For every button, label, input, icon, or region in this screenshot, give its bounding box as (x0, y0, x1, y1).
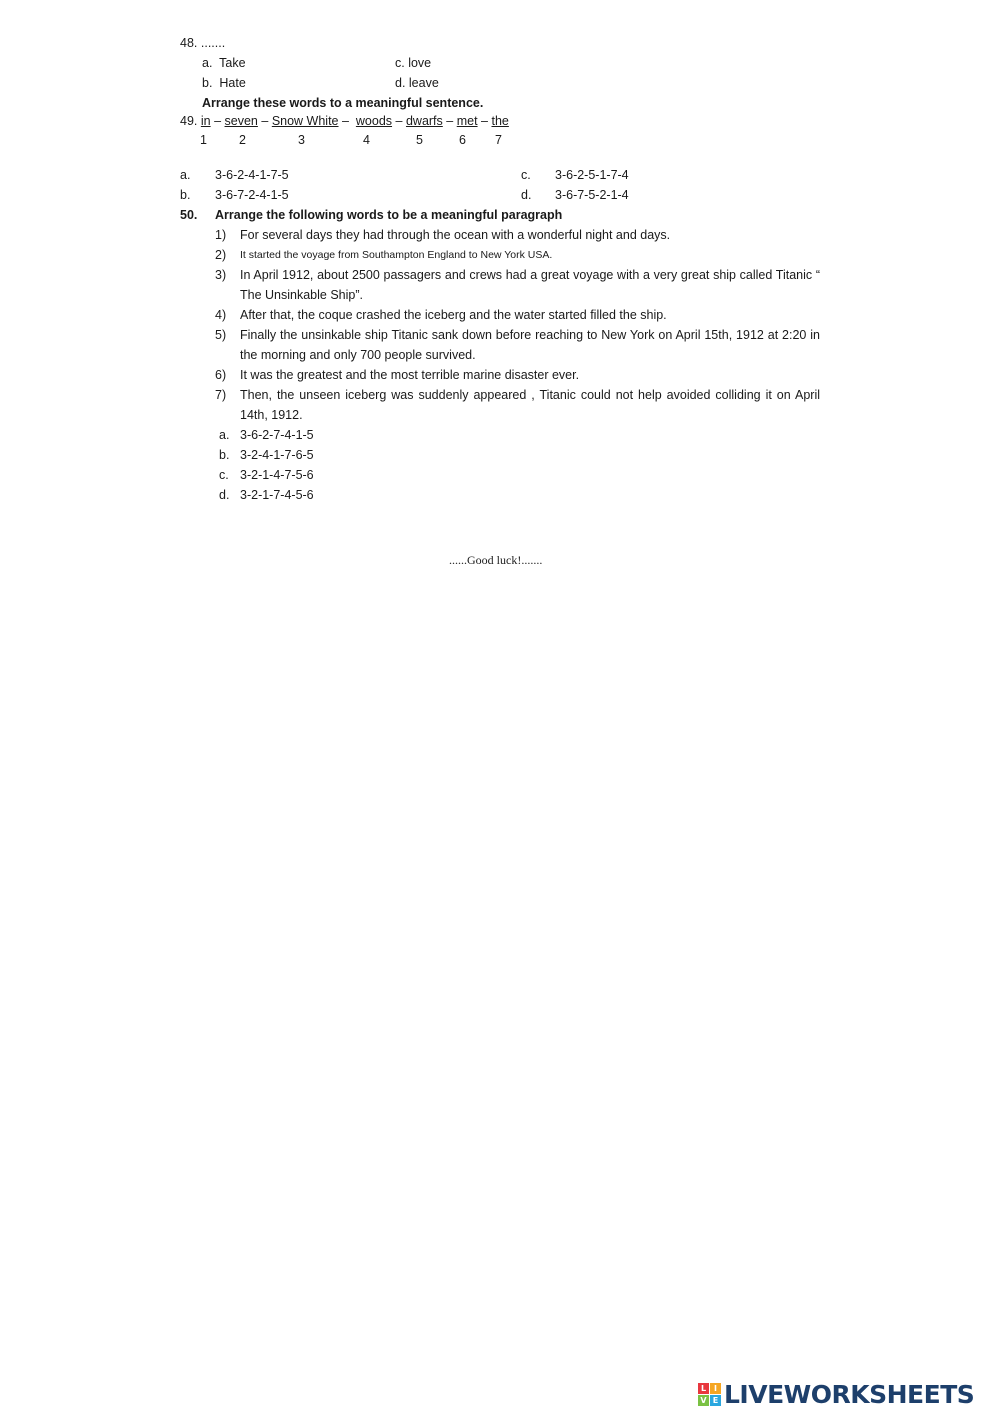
sentence-number: 1) (215, 228, 227, 242)
separator: – (446, 114, 454, 128)
option-letter: a. (202, 56, 213, 70)
word-5: dwarfs (405, 114, 443, 128)
option-letter: d. (521, 188, 532, 202)
separator: – (342, 114, 349, 128)
logo-tile: I (710, 1383, 721, 1394)
question-number: 49. (180, 114, 198, 128)
liveworksheets-logo (698, 1378, 974, 1410)
option-letter: a. (180, 168, 191, 182)
index-2: 2 (239, 133, 246, 147)
word-4: woods (355, 114, 393, 128)
word-6: met (456, 114, 478, 128)
sentence-number: 3) (215, 268, 227, 282)
index-5: 5 (416, 133, 423, 147)
word-1: in (200, 114, 211, 128)
separator: – (481, 114, 488, 128)
option-text: 3-6-2-7-4-1-5 (240, 428, 314, 442)
sentence-number: 5) (215, 328, 227, 342)
sentence-number: 7) (215, 388, 227, 402)
index-7: 7 (495, 133, 502, 147)
good-luck-footer: ......Good luck!....... (449, 553, 543, 567)
option-letter: b. (219, 448, 230, 462)
separator: – (261, 114, 269, 128)
question-49-instruction: Arrange these words to a meaningful sentence. (202, 96, 484, 110)
option-text: 3-2-1-7-4-5-6 (240, 488, 314, 502)
option-letter: b. (202, 76, 213, 90)
logo-icon (698, 1383, 721, 1406)
option-text: Hate (219, 76, 246, 90)
sentence-number: 2) (215, 248, 227, 262)
logo-tile: V (698, 1395, 709, 1406)
index-1: 1 (200, 133, 207, 147)
option-text: c. love (395, 56, 432, 70)
option-b[interactable] (202, 75, 246, 91)
word-2: seven (224, 114, 258, 128)
option-letter: d. (219, 488, 230, 502)
sentence-number: 4) (215, 308, 227, 322)
option-text: 3-2-1-4-7-5-6 (240, 468, 314, 482)
sentence-number: 6) (215, 368, 227, 382)
option-c[interactable] (395, 55, 431, 71)
index-4: 4 (363, 133, 370, 147)
option-text: Take (219, 56, 246, 70)
sentence-text: It started the voyage from Southampton England to New York USA. (240, 249, 553, 261)
sentence-text: Finally the unsinkable ship Titanic sank down before reaching to New York on April 15th, 1912 at 2:20 in the morning and only 700 people survived. (240, 328, 820, 362)
index-3: 3 (298, 133, 305, 147)
logo-tile: L (698, 1383, 709, 1394)
sentence-text: In April 1912, about 2500 passagers and crews had a great voyage with a very great ship called Titanic “ The Unsinkable Ship”. (240, 268, 820, 302)
option-letter: c. (219, 468, 229, 482)
option-a[interactable] (202, 55, 246, 71)
question-50-instruction: Arrange the following words to be a meaningful paragraph (215, 208, 563, 222)
word-7: the (491, 114, 509, 128)
separator: – (395, 114, 403, 128)
question-49-words (180, 113, 509, 129)
sentence-text: It was the greatest and the most terrible marine disaster ever. (240, 368, 580, 382)
index-6: 6 (459, 133, 466, 147)
sentence-text: After that, the coque crashed the iceberg and the water started filled the ship. (240, 308, 667, 322)
sentence-text: For several days they had through the ocean with a wonderful night and days. (240, 228, 671, 242)
logo-tile: E (710, 1395, 721, 1406)
question-number: 50. (180, 208, 198, 222)
option-letter: b. (180, 188, 191, 202)
option-text: 3-6-7-2-4-1-5 (215, 188, 289, 202)
option-text: 3-6-7-5-2-1-4 (555, 188, 629, 202)
separator: – (214, 114, 222, 128)
word-3: Snow White (271, 114, 339, 128)
option-text: 3-2-4-1-7-6-5 (240, 448, 314, 462)
sentence-text: Then, the unseen iceberg was suddenly appeared , Titanic could not help avoided colliding it on April 14th, 1912. (240, 388, 820, 422)
question-48-header (180, 35, 225, 51)
option-text: d. leave (395, 76, 439, 90)
logo-text: LIVEWORKSHEETS (724, 1379, 975, 1409)
question-number: 48. (180, 36, 198, 50)
option-text: 3-6-2-5-1-7-4 (555, 168, 629, 182)
answer-blank: ....... (200, 36, 226, 50)
option-d[interactable] (395, 75, 439, 91)
option-letter: c. (521, 168, 531, 182)
option-text: 3-6-2-4-1-7-5 (215, 168, 289, 182)
option-letter: a. (219, 428, 230, 442)
